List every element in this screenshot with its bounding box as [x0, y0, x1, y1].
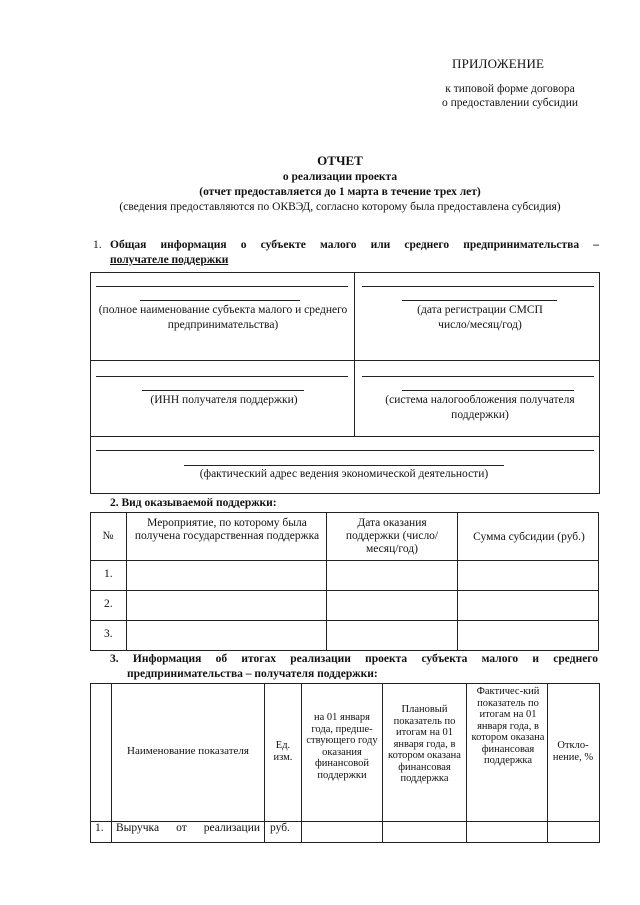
results-row-1-num: 1.: [95, 822, 104, 834]
support-row-2-num: 2.: [104, 598, 113, 610]
appendix-line-1: к типовой форме договора: [445, 83, 575, 95]
support-col-divider-1: [126, 512, 127, 651]
results-col-divider-2: [264, 683, 265, 843]
support-row-divider-1: [90, 560, 599, 561]
support-header-event: Мероприятие, по которому была получена государственная поддержка: [134, 517, 320, 542]
report-okved-note: (сведения предоставляются по ОКВЭД, согласно которому была предоставлена субсидия): [119, 201, 561, 213]
report-deadline-note: (отчет предоставляется до 1 марта в течение трех лет): [199, 186, 481, 198]
name-fill-line-2: [140, 300, 300, 301]
address-fill-line-1: [96, 450, 594, 451]
appendix-line-2: о предоставлении субсидии: [441, 97, 579, 109]
section-1-title-line-2: получателе поддержки: [110, 254, 229, 266]
section-3-title-line-1: 3. Информация об итогах реализации проекта субъекта малого и среднего: [110, 653, 598, 665]
section-3-heading: [110, 652, 598, 682]
tax-fill-line-1: [362, 376, 594, 377]
address-fill-line-2: [184, 465, 504, 466]
general-info-divider-vertical: [354, 272, 355, 436]
section-2-heading: 2. Вид оказываемой поддержки:: [110, 497, 277, 509]
section-1-heading: [93, 238, 599, 268]
support-header-date: Дата оказания поддержки (число/месяц/год): [345, 517, 439, 555]
support-header-num: №: [102, 530, 114, 542]
section-3-title-line-2: предпринимательства – получателя поддержки:: [127, 668, 378, 680]
results-col-divider-5: [466, 683, 467, 843]
support-row-1-num: 1.: [104, 568, 113, 580]
results-col-divider-3: [301, 683, 302, 843]
field-tax-system-caption[interactable]: (система налогообложения получателя поддержки): [385, 394, 575, 421]
results-row-1-name: Выручка от реализации: [116, 822, 260, 834]
results-header-name: Наименование показателя: [127, 745, 249, 757]
report-title: ОТЧЕТ: [317, 153, 363, 168]
general-info-divider-row-1: [90, 360, 600, 361]
field-name-caption[interactable]: (полное наименование субъекта малого и среднего предпринимательства): [98, 304, 348, 331]
results-col-divider-6: [547, 683, 548, 843]
results-header-prev-year: на 01 января года, предше-ствующего году оказания финансовой поддержки: [306, 712, 378, 781]
results-header-deviation: Откло-нение, %: [552, 740, 594, 763]
appendix-title: ПРИЛОЖЕНИЕ: [452, 56, 545, 71]
report-subtitle: о реализации проекта: [282, 171, 398, 183]
support-header-amount: Сумма субсидии (руб.): [473, 531, 585, 543]
results-header-unit: Ед. изм.: [273, 740, 293, 763]
inn-fill-line-2: [142, 390, 304, 391]
appendix-subtitle: [400, 82, 620, 110]
section-1-number: 1.: [93, 239, 102, 251]
results-row-1-unit: руб.: [270, 822, 290, 834]
support-row-divider-2: [90, 590, 599, 591]
results-col-divider-4: [382, 683, 383, 843]
reg-date-fill-line-1: [362, 286, 594, 287]
results-col-divider-1: [111, 683, 112, 843]
results-header-plan: Плановый показатель по итогам на 01 января года, в котором оказана финансовая поддержка: [388, 704, 461, 784]
reg-date-fill-line-2: [402, 300, 557, 301]
inn-fill-line-1: [96, 376, 348, 377]
support-col-divider-2: [326, 512, 327, 651]
field-reg-date-caption[interactable]: (дата регистрации СМСП число/месяц/год): [417, 304, 543, 331]
field-address-caption[interactable]: (фактический адрес ведения экономической деятельности): [199, 468, 489, 480]
section-1-title-line-1: Общая информация о субъекте малого или среднего предпринимательства –: [110, 239, 599, 251]
support-row-divider-3: [90, 620, 599, 621]
tax-fill-line-2: [402, 390, 574, 391]
support-col-divider-3: [457, 512, 458, 651]
name-fill-line-1: [96, 286, 348, 287]
results-header-fact: Фактичес-кий показатель по итогам на 01 января года, в котором оказана финансовая поддержка: [471, 686, 545, 766]
general-info-divider-row-2: [90, 436, 600, 437]
field-inn-caption[interactable]: (ИНН получателя поддержки): [150, 394, 298, 406]
support-row-3-num: 3.: [104, 628, 113, 640]
